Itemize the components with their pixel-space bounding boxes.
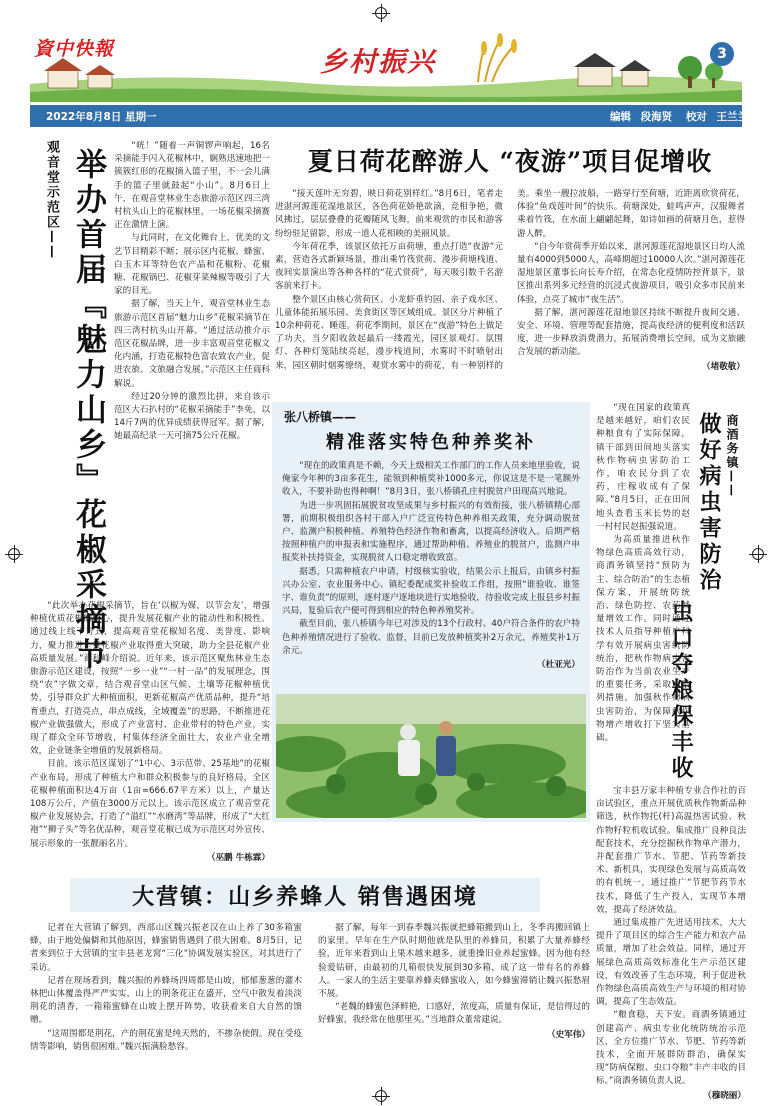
- article-guanyin-paragraph: 据了解，当天上午，观音堂林业生态旅游示范区首届“魅力山乡”花椒采摘节在四三湾村杭头山开幕。“通过活动推介示范区花椒品牌，进一步丰富观音堂花椒文化内涵，打造花椒特色富农致农产业，促进农旅、文旅融合发展。”示范区主任商科解说。: [114, 299, 270, 389]
- article-summer-byline: （堵敬敬）: [702, 361, 745, 372]
- article-dayingzhen-paragraph: 据了解，每年一到春季魏兴振就把蜂箱搬到山上，冬季再搬回镇上的家里。早年在生产队时期他就是队里的养蜂员，积累了大量养蜂经验，近年来看到山上果木越来越多，就重操旧业养起蜜蜂。因为他有经验爱钻研，由最初的几箱很快发展到30多箱，成了这一带有名的养蜂人。一家人的生活主要靠养蜂卖蜂蜜收入，如今蜂蜜滞销让魏兴振愁眉不展。: [318, 923, 590, 1000]
- article-guanyin-kicker: 观音堂示范区——: [44, 140, 59, 260]
- article-guanyin: [30, 140, 270, 890]
- article-guanyin-paragraph: “此次举办花椒采摘节，旨在‘以椒为媒，以节会友’，增强种植优质花椒的信心，提升发展花椒产业的能动性和积极性。通过线上线下方式，提高观音堂花椒知名度、美誉度、影响力，聚力推进全县花椒产业取得重大突破，助力全县花椒产业高质量发展。”商科峰介绍说。近年来，该示范区聚焦林业生态旅游示范区建设，按照“一乡一业”“一村一品”的发展理念，围绕“农”字做文章，结合观音堂山区气候、土壤等花椒种植优势，引导群众扩大种植面积，更新花椒高产优质品种，提升“培育重点，打造亮点，串点成线，全域覆盖”的思路，不断推进花椒产业做强做大，形成了产业富村、企业带村的特色产业，实现了群众全环节增收，村集体经济全面壮大，农业产业全增效，企业链条全增值的发展新格局。: [30, 601, 270, 757]
- article-zhangba-paragraph: 为进一步巩固拓展脱贫攻坚成果与乡村振兴的有效衔接，张八桥镇精心部署，前期积极组织各村干部入户广泛宣传特色种养相关政策，充分调动脱贫户、监测户积极种植、养殖特色经济作物和畜禽，以提高经济收入。后期严格按照种植户的申报表和实施程序，通过帮助种植、养殖业的脱贫户，监测户申报奖补扶持资金，实现脱贫人口稳定增收致富。: [282, 500, 580, 564]
- article-shangjiu-body: [596, 785, 746, 1101]
- article-summer-headline: 夏日荷花醉游人 “夜游”项目促增收: [307, 147, 713, 176]
- page-number-badge: [710, 42, 734, 66]
- registration-mark-bottom: [375, 1090, 387, 1102]
- article-guanyin-byline: （巫鹏 牛栋霖）: [206, 852, 270, 863]
- article-guanyin-body: [114, 140, 270, 444]
- article-zhangba-paragraph: “现在的政策真是不赖，今天上级相关工作部门的工作人员来地里验收，说俺家今年种的3亩多花生，能领到种植奖补1000多元，你说这是不是一笔额外收入，不要补助也得种啊！”8月3日，张八桥镇孔庄村脱贫户田现高兴地说。: [282, 461, 580, 498]
- article-summer-paragraph: “自今年赏荷季开始以来，湛河源莲花湿地景区日均人流量有4000到5000人，高峰期超过10000人次。”湛河源莲花湿地景区董事长向长寿介绍，在常态化疫情防控背景下，景区推出系列多元经营的沉浸式夜游项目，吸引众多市民前来体验，点亮了城市“夜生活”。: [517, 241, 745, 305]
- article-guanyin-paragraph: 目前，该示范区谋划了“1中心、3示范带、25基地”的花椒产业布局，形成了种植大户和群众积极参与的良好格局，全区花椒种植面积达4万亩（1亩≈666.67平方米）以上，产量达108万公斤，产值在3000万元以上。该示范区成立了观音堂花椒产业发展协会，打造了“溢红”“水磨湾”等品牌，形成了“大红袍”“狮子头”等名优品种，观音堂花椒已成为示范区对外宣传、展示形象的一张靓丽名片。: [30, 759, 270, 849]
- article-dayingzhen-paragraph: 记者在现场看到，魏兴振的养蜂场四周都是山坡，郁郁葱葱的灌木林把山体覆盖得严严实实，山上的荆条花正在盛开，空气中散发着淡淡荆花的清香，一箱箱蜜蜂在山坡上摆开阵势，收获着来自大自然的馈赠。: [30, 975, 302, 1026]
- article-shangjiu-paragraph: 为高质量推进秋作物绿色高质高效行动，商酒务镇坚持“预防为主、综合防治”的生态植保方案，开展统防统治、绿色防控、农药减量增效工作。同时通过技术人员指导种植户科学有效开展病虫害统防统治，把秋作物病虫害防治作为当前农业生产的重要任务，采取一系列措施，加强秋作物病虫害防治，为保障秋作物增产增收打下坚实基础。: [596, 535, 690, 744]
- section-title: 乡村振兴: [320, 47, 436, 78]
- credits: [610, 109, 748, 124]
- article-shangjiu-paragraph: 通过集成推广先进适用技术，大大提升了项目区的综合生产能力和农产品质量，增加了社会效益。同样，通过开展绿色高质高效标准化生产示范区建设，有效改善了生态环境，利于促进秋作物绿色高质高效生产与环境的相对协调，提高了生态效益。: [596, 918, 746, 1008]
- editor-name: 段海贤: [640, 111, 673, 123]
- article-dayingzhen-paragraph: 记者在大营镇了解到，西部山区魏兴振老汉在山上养了30多箱蜜蜂，由于地处偏僻和其他原因，蜂蜜销售遇到了很大困难。8月5日，记者来到位于大营镇的宝丰县老龙窝“三化”协调发展实验区，对其进行了采访。: [30, 923, 302, 973]
- article-summer-paragraph: 今年荷花季，该景区依托万亩荷塘，重点打造“夜游”元素，营造各式新颖场景，推出乘竹筏赏荷、漫步荷塘栈道、夜间实景演出等各种各样的“花式赏荷”，每天吸引数千名游客前来打卡。: [275, 241, 503, 292]
- article-shangjiu: [596, 400, 746, 1101]
- article-shangjiu-paragraph: 宝丰县万家丰种植专业合作社的百亩试验区，重点开展优质秋作物新品种筛选，秋作物托(杆)高温热害试验、秋作物籽粒机收试验。集成推广良种良法配套技术，充分挖掘秋作物单产潜力，并配套推广节水、节肥、节药等新技术、新机具，实现绿色发展与高质高效的有机统一，通过推广“节肥节药节水技术，降低了生产投入，实现节本增效，提高了经济效益。: [596, 786, 746, 915]
- article-guanyin-paragraph: “咣！”随着一声铜锣声响起，16名采摘能手闪入花椒林中，娴熟迅速地把一簇簇红形的花椒摘入篮子里，不一会儿满手的篮子里就鼓起“小山”。8月6日上午，在观音堂林业生态旅游示范区四三湾村杭头山上的花椒林里，一场花椒采摘赛正在激情上演。: [114, 141, 270, 231]
- article-zhangba: [272, 402, 590, 822]
- article-summer-paragraph: “接天莲叶无穷碧，映日荷花别样红。”8月6日，笔者走进湛河源莲花湿地景区，各色荷花娇艳欲滴，竞相争艳，微风拂过，层层叠叠的花瓣随风飞舞，前来观赏的市民和游客纷纷驻足留影，形成一道人花相映的美丽风景。: [275, 189, 503, 239]
- registration-mark-top: [375, 7, 387, 19]
- article-shangjiu-body-narrow: [596, 402, 690, 745]
- registration-mark-right: [752, 548, 764, 560]
- article-zhangba-body: [282, 460, 580, 670]
- page-number: 3: [717, 46, 727, 62]
- article-summer: [275, 140, 745, 380]
- article-dayingzhen-byline: （史军伟）: [547, 1029, 590, 1040]
- article-summer-paragraph: 整个景区由核心赏荷区、小龙虾垂钓园、亲子戏水区、儿童体能拓展乐园、美食街区等区域组成。景区分片种植了10余种荷花、睡莲。荷花季期间，景区在“夜游”特色上做足了功夫，当夕阳收敛起最后一缕霞光，园区景观灯、氛围灯、各种灯笼陆续亮起，漫步栈道间，水雾时不时喷射出来，园区朝时烟雾缭绕，观赏水雾中的荷花，有一种别样的美。乘坐一艘拉波船，一路穿行至荷塘，近距离欣赏荷花，体验“鱼戏莲叶间”的快乐。荷塘深处，蛙鸣声声，汉服舞者乘着竹筏，在水面上翩翩起舞，如诗如画的荷塘月色，惹得游人醉。: [275, 189, 745, 371]
- article-zhangba-paragraph: 据悉，只需种植农户申请，村级核实验收，结果公示上报后，由镇乡村振兴办公室、农业服务中心、镇纪委配成奖补验收工作组，按照“谁验收、谁签字、谁负责”的原则，逐村逐户逐地块进行实地验收，待验收完成上报县乡村振兴局，复验后农户便可得到相应的特色种养殖奖补。: [282, 566, 580, 617]
- field-photo: [276, 694, 586, 818]
- article-shangjiu-paragraph: “粮食稳，天下安。商酒务镇通过创建高产、病虫专业化统防统治示范区，全方位推广节水、节肥、节药等新技术，全面开展群防群治，确保实现“防病保粮、虫口夺粮”丰产丰收的目标。”商酒务镇负责人说。: [596, 1010, 746, 1087]
- article-shangjiu-byline: （穆晓丽）: [703, 1090, 746, 1101]
- date-line: 2022年8月8日 星期一: [46, 111, 157, 123]
- article-guanyin-body-wide: [30, 600, 270, 863]
- article-summer-body: [275, 188, 745, 373]
- article-shangjiu-headline-1: 做好病虫害防治: [696, 412, 722, 594]
- paper-name: 資中快報: [34, 38, 115, 60]
- article-shangjiu-headline-2: 虫口夺粮保丰收: [668, 600, 694, 782]
- masthead: [30, 22, 748, 132]
- article-zhangba-byline: （杜亚光）: [537, 660, 580, 671]
- proof-name: 王兰兰: [716, 111, 748, 123]
- article-shangjiu-kicker: 商酒务镇——: [725, 414, 739, 498]
- article-guanyin-headline: 举办首届『魅力山乡』花椒采摘节: [70, 148, 106, 673]
- editor-label: 编辑: [610, 111, 631, 123]
- article-dayingzhen-body: [30, 922, 590, 1054]
- registration-mark-left: [8, 548, 20, 560]
- article-zhangba-headline: 精准落实特色种养奖补: [326, 432, 536, 453]
- article-dayingzhen-paragraph: “老魏的蜂蜜色泽鲜艳，口感好，浓度高，质量有保证，是信得过的好蜂蜜，我经常在他那里买。”当地群众董常建说。: [318, 1002, 590, 1026]
- article-guanyin-paragraph: 经过20分钟的激烈比拼，来自该示范区大石扒村的“花椒采摘能手”李免，以14斤7两的优异成绩获得冠军。据了解，她最高纪录一天可摘75公斤花椒。: [114, 391, 270, 442]
- article-dayingzhen-paragraph: “这周围都是荆花，产的荆花蜜是纯天然的，不掺杂使假。现在受疫情等影响，销售很困难。”魏兴振满脸愁容。: [30, 1028, 302, 1052]
- article-summer-paragraph: 据了解，湛河源莲花湿地景区持续不断提升夜间交通、安全、环境、管理等配套措施，提高夜经济的便利度和活跃度，进一步释放消费潜力，拓展消费增长空间，成为文旅融合发展的新动能。: [517, 307, 745, 358]
- article-dayingzhen-headline: 大营镇：山乡养蜂人 销售遇困境: [132, 884, 478, 910]
- article-zhangba-paragraph: 截至目前，张八桥镇今年已对涉及的13个行政村、40户符合条件的农户特色种养殖情况进行了验收、监督，目前已发放种植奖补2万余元，养殖奖补1万余元。: [282, 619, 580, 656]
- article-guanyin-paragraph: 与此同时，在文化舞台上，优美的文艺节目精彩不断；展示区内花椒、蜂蜜、白玉木耳等特色农产品和花椒粉、花椒糖、花椒锅巴、花椒芽菜辣椒等吸引了大家的目光。: [114, 233, 270, 297]
- article-dayingzhen: [30, 878, 590, 1083]
- article-shangjiu-paragraph: “现在国家的政策真是越来越好，咱们农民种粮食有了实际保障，镇干部到田间地头落实秋作物病虫害防治工作，咱农民分到了农药，庄稼收成有了保障。”8月5日，正在田间地头查看玉米长势的赵一村村民赵振强说道。: [596, 403, 690, 532]
- article-zhangba-kicker: 张八桥镇——: [284, 410, 357, 424]
- proof-label: 校对: [685, 111, 707, 123]
